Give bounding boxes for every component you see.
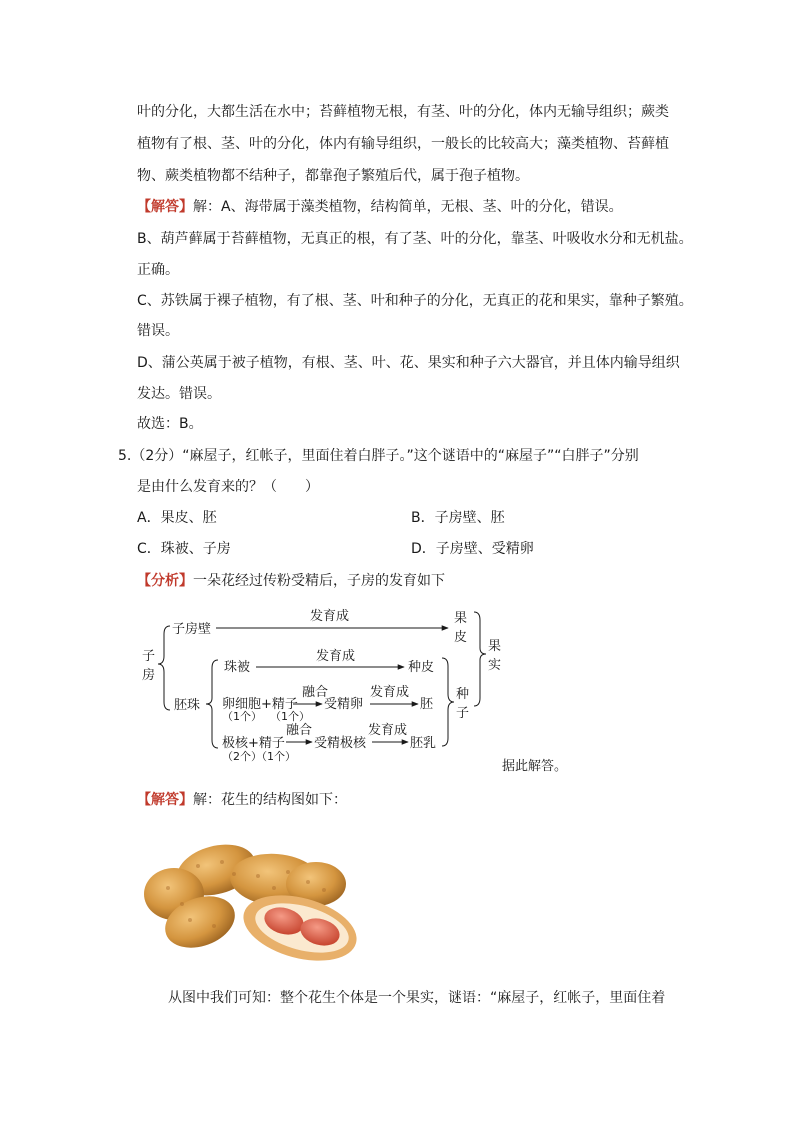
analysis-line — [137, 571, 445, 591]
intro-line-3: 物、蕨类植物都不结种子，都靠孢子繁殖后代，属于孢子植物。 — [137, 168, 529, 184]
label-after: 据此解答。 — [502, 759, 568, 774]
label-ovary-wall: 子房壁 — [172, 622, 212, 637]
label-develop-4: 发育成 — [368, 723, 408, 738]
ovary-brace — [158, 626, 170, 710]
label-fuse-2: 融合 — [286, 723, 313, 738]
answer4-c2: 错误。 — [137, 323, 179, 339]
answer4-d1: D、蒲公英属于被子植物，有根、茎、叶、花、果实和种子六大器官，并且体内输导组织 — [137, 355, 680, 371]
label-seed-coat: 种皮 — [408, 660, 435, 675]
answer5-line — [137, 790, 347, 810]
ovule-brace — [206, 660, 218, 748]
label-ovary-1: 子 — [142, 649, 156, 664]
analysis-tag: 【分析】 — [137, 573, 193, 589]
answer5-conclusion: 从图中我们可知：整个花生个体是一个果实，谜语：“麻屋子，红帐子，里面住着 — [168, 990, 666, 1006]
label-fruit-1: 果 — [488, 639, 502, 654]
intro-line-1: 叶的分化，大都生活在水中；苔藓植物无根，有茎、叶的分化，体内无输导组织；蕨类 — [137, 104, 669, 120]
question5-line-1: 5.（2分）“麻屋子，红帐子，里面住着白胖子。”这个谜语中的“麻屋子”“白胖子”分别 — [118, 448, 639, 464]
answer4-c1: C、苏铁属于裸子植物，有了根、茎、叶和种子的分化，无真正的花和果实，靠种子繁殖。 — [137, 293, 693, 309]
label-integument: 珠被 — [224, 660, 251, 675]
label-ovule: 胚珠 — [174, 698, 201, 713]
option-d: D．子房壁、受精卵 — [411, 541, 534, 557]
label-develop-2: 发育成 — [316, 649, 356, 664]
label-zygote: 受精卵 — [324, 697, 364, 712]
label-develop-1: 发育成 — [310, 609, 350, 624]
seed-brace — [442, 658, 454, 746]
peanut-image — [138, 822, 368, 972]
label-fertilized-polar: 受精极核 — [314, 736, 367, 751]
answer5-tag: 【解答】 — [137, 792, 193, 808]
analysis-text: 一朵花经过传粉受精后，子房的发育如下 — [193, 573, 445, 589]
answer4-choice: 故选：B。 — [137, 416, 203, 432]
label-fuse-1: 融合 — [302, 685, 329, 700]
answer4-a — [137, 197, 623, 217]
fruit-brace — [474, 612, 486, 706]
option-c: C．珠被、子房 — [137, 541, 231, 557]
label-fruit-coat-1: 果 — [454, 611, 468, 626]
answer4-b1: B、葫芦藓属于苔藓植物，无真正的根，有了茎、叶的分化，靠茎、叶吸收水分和无机盐。 — [137, 231, 693, 247]
label-egg-sperm: 卵细胞+精子 — [222, 697, 298, 712]
label-count-2: （2个） — [222, 750, 262, 763]
label-count-1b: （1个） — [270, 710, 310, 723]
label-ovary-2: 房 — [142, 668, 156, 683]
answer4-b2: 正确。 — [137, 262, 179, 278]
label-seed-2: 子 — [456, 706, 470, 721]
label-develop-3: 发育成 — [370, 685, 410, 700]
label-embryo: 胚 — [420, 697, 434, 712]
option-a: A．果皮、胚 — [137, 510, 217, 526]
intro-line-2: 植物有了根、茎、叶的分化，体内有输导组织，一般长的比较高大；藻类植物、苔藓植 — [137, 136, 669, 152]
label-endosperm: 胚乳 — [410, 736, 437, 751]
answer4-d2: 发达。错误。 — [137, 386, 221, 402]
question5-line-2: 是由什么发育来的？（ ） — [137, 479, 319, 495]
option-b: B．子房壁、胚 — [411, 510, 505, 526]
label-seed-1: 种 — [456, 687, 470, 702]
label-fruit-coat-2: 皮 — [454, 630, 468, 645]
answer-tag: 【解答】 — [137, 199, 193, 215]
label-count-1c: （1个） — [256, 750, 296, 763]
answer4-a-text: 解：A、海带属于藻类植物，结构简单，无根、茎、叶的分化，错误。 — [193, 199, 623, 215]
label-polar-sperm: 极核+精子 — [222, 736, 285, 751]
label-count-1a: （1个） — [222, 710, 262, 723]
label-fruit-2: 实 — [488, 658, 502, 673]
ovary-development-diagram — [130, 598, 610, 778]
answer5-text: 解：花生的结构图如下： — [193, 792, 347, 808]
